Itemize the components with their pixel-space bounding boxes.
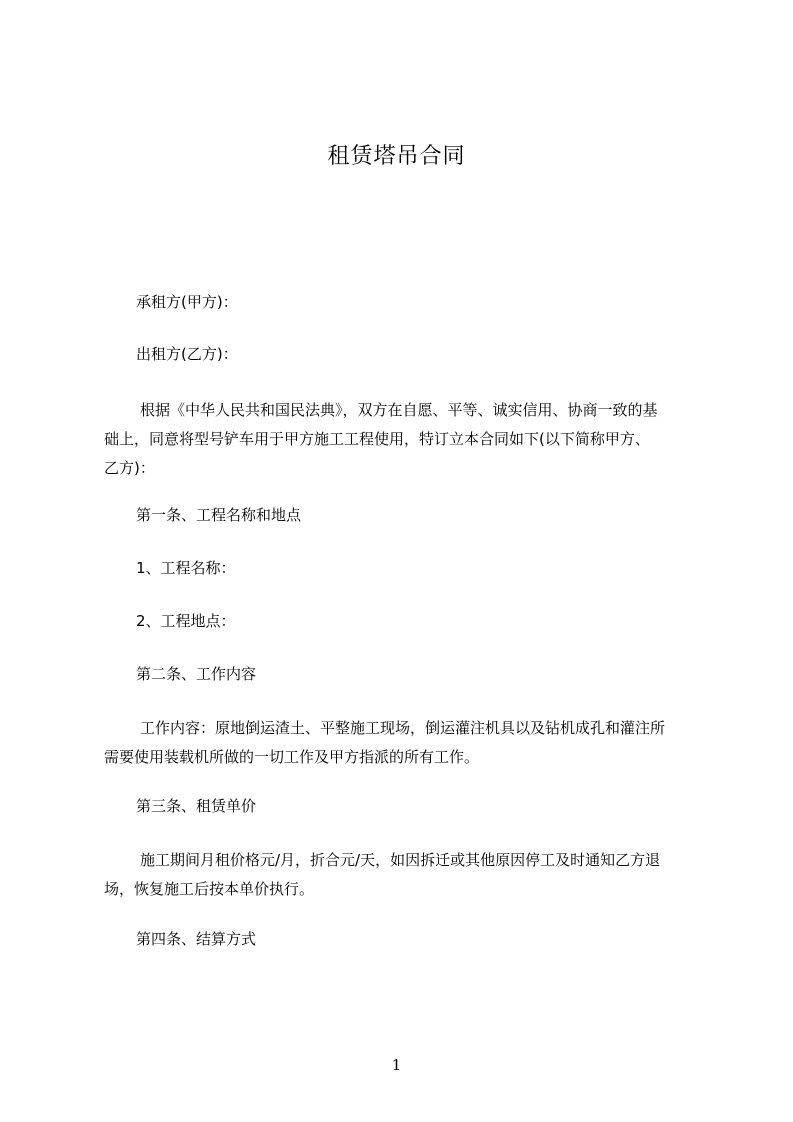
intro-line-3: 乙方)： xyxy=(104,459,155,477)
intro-line-1: 根据《中华人民共和国民法典》，双方在自愿、平等、诚实信用、协商一致的基 xyxy=(140,401,658,419)
article-2-line-1: 工作内容：原地倒运渣土、平整施工现场，倒运灌注机具以及钻机成孔和灌注所 xyxy=(140,719,666,737)
article-3-line-1: 施工期间月租价格元/月，折合元/天，如因拆迁或其他原因停工及时通知乙方退 xyxy=(140,851,661,869)
article-1-heading: 第一条、工程名称和地点 xyxy=(136,506,302,524)
document-title: 租赁塔吊合同 xyxy=(327,144,466,169)
article-1-item-1: 1、工程名称： xyxy=(136,559,236,577)
intro-paragraph xyxy=(104,396,704,483)
article-3-heading: 第三条、租赁单价 xyxy=(136,797,257,815)
article-1-item-2: 2、工程地点： xyxy=(136,612,236,630)
article-3-paragraph xyxy=(104,846,704,904)
article-2-line-2: 需要使用装载机所做的一切工作及甲方指派的所有工作。 xyxy=(104,748,480,766)
intro-line-2: 础上，同意将型号铲车用于甲方施工工程使用，特订立本合同如下(以下简称甲方、 xyxy=(104,430,650,448)
page-number: 1 xyxy=(391,1056,402,1074)
article-4-heading: 第四条、结算方式 xyxy=(136,930,257,948)
lessee-label: 承租方(甲方)： xyxy=(136,293,238,311)
lessor-label: 出租方(乙方)： xyxy=(136,345,238,363)
article-3-line-2: 场，恢复施工后按本单价执行。 xyxy=(104,880,315,898)
article-2-paragraph xyxy=(104,714,704,772)
article-2-heading: 第二条、工作内容 xyxy=(136,665,257,683)
